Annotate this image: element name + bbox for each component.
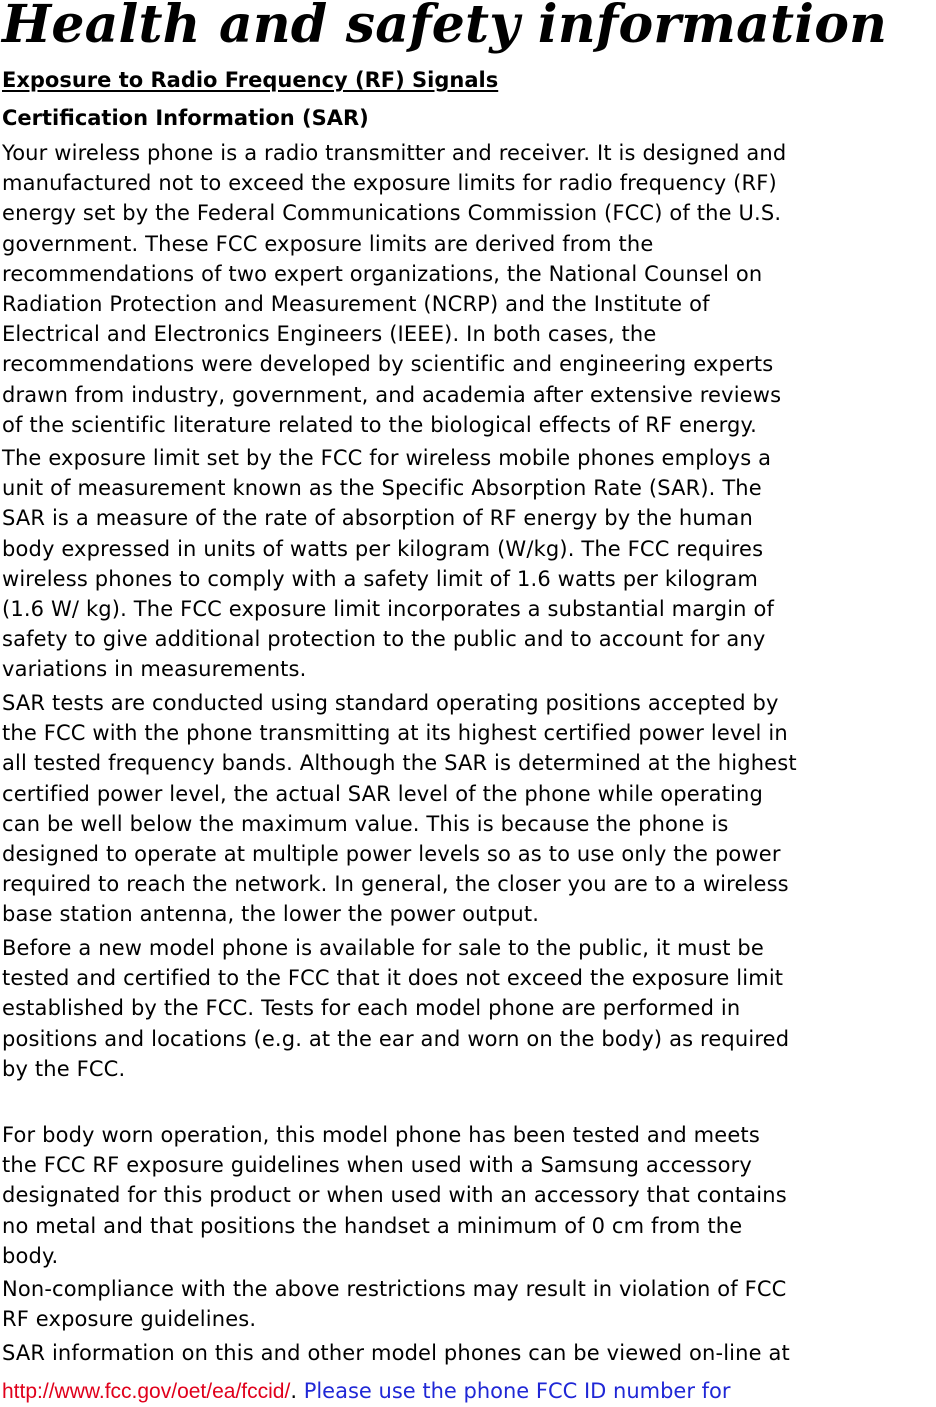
text-line: unit of measurement known as the Specific Absorption Rate (SAR). The: [2, 476, 762, 501]
text-line: Before a new model phone is available for sale to the public, it must be: [2, 936, 764, 960]
text-line: base station antenna, the lower the power output.: [2, 902, 540, 927]
text-line: Electrical and Electronics Engineers (IEEE). In both cases, the: [2, 322, 657, 347]
text-line: no metal and that positions the handset a minimum of 0 cm from the: [2, 1213, 743, 1238]
paragraph-exposure-limit: [2, 443, 774, 685]
text-line: tested and certified to the FCC that it does not exceed the exposure limit: [2, 966, 784, 991]
subheading: Certification Information (SAR): [2, 106, 369, 130]
page-title: Health and safety information: [2, 0, 888, 55]
text-line: positions and locations (e.g. at the ear and worn on the body) as required: [2, 1026, 790, 1051]
fcc-url-link[interactable]: http://www.fcc.gov/oet/ea/fccid/: [2, 1380, 291, 1403]
text-line: Your wireless phone is a radio transmitter and receiver. It is designed and: [2, 141, 787, 165]
text-line: established by the FCC. Tests for each model phone are performed in: [2, 996, 741, 1021]
paragraph-non-compliance: [2, 1274, 787, 1334]
fcc-id-note: Please use the phone FCC ID number for: [303, 1379, 731, 1403]
separator: .: [290, 1379, 297, 1403]
paragraph-certification: [2, 933, 789, 1084]
text-line: variations in measurements.: [2, 657, 307, 682]
text-line: required to reach the network. In general, the closer you are to a wireless: [2, 872, 789, 897]
text-line: (1.6 W/ kg). The FCC exposure limit incorporates a substantial margin of: [2, 597, 774, 622]
text-line: body expressed in units of watts per kilogram (W/kg). The FCC requires: [2, 536, 764, 561]
text-line: recommendations were developed by scientific and engineering experts: [2, 352, 774, 377]
text-line: Radiation Protection and Measurement (NCRP) and the Institute of: [2, 292, 710, 317]
text-line: SAR information on this and other model phones can be viewed on-line at: [2, 1341, 790, 1365]
text-line: safety to give additional protection to the public and to account for any: [2, 627, 766, 652]
text-line: manufactured not to exceed the exposure limits for radio frequency (RF): [2, 171, 777, 196]
text-line: all tested frequency bands. Although the SAR is determined at the highest: [2, 751, 797, 776]
text-line: can be well below the maximum value. This is because the phone is: [2, 811, 729, 836]
paragraph-sar-tests: [2, 688, 797, 930]
text-line: SAR tests are conducted using standard operating positions accepted by: [2, 691, 779, 715]
paragraph-sar-intro: [2, 138, 786, 440]
text-line: by the FCC.: [2, 1056, 126, 1081]
text-line: the FCC with the phone transmitting at its highest certified power level in: [2, 721, 788, 746]
paragraph-body-worn: [2, 1120, 787, 1271]
fcc-id-line: [2, 1376, 731, 1407]
text-line: designated for this product or when used with an accessory that contains: [2, 1183, 787, 1208]
text-line: For body worn operation, this model phone has been tested and meets: [2, 1123, 760, 1147]
text-line: recommendations of two expert organizations, the National Counsel on: [2, 261, 763, 286]
text-line: the FCC RF exposure guidelines when used with a Samsung accessory: [2, 1153, 752, 1178]
paragraph-sar-online: [2, 1338, 790, 1368]
section-heading: Exposure to Radio Frequency (RF) Signals: [2, 68, 499, 92]
text-line: The exposure limit set by the FCC for wireless mobile phones employs a: [2, 446, 772, 470]
text-line: wireless phones to comply with a safety limit of 1.6 watts per kilogram: [2, 566, 759, 591]
text-line: certified power level, the actual SAR level of the phone while operating: [2, 781, 763, 806]
text-line: government. These FCC exposure limits are derived from the: [2, 231, 654, 256]
text-line: designed to operate at multiple power levels so as to use only the power: [2, 842, 781, 867]
text-line: SAR is a measure of the rate of absorption of RF energy by the human: [2, 506, 753, 531]
text-line: Non-compliance with the above restrictions may result in violation of FCC: [2, 1277, 787, 1301]
text-line: RF exposure guidelines.: [2, 1307, 257, 1332]
text-line: of the scientific literature related to the biological effects of RF energy.: [2, 412, 757, 437]
text-line: body.: [2, 1243, 59, 1268]
text-line: energy set by the Federal Communications Commission (FCC) of the U.S.: [2, 201, 782, 226]
text-line: drawn from industry, government, and academia after extensive reviews: [2, 382, 782, 407]
